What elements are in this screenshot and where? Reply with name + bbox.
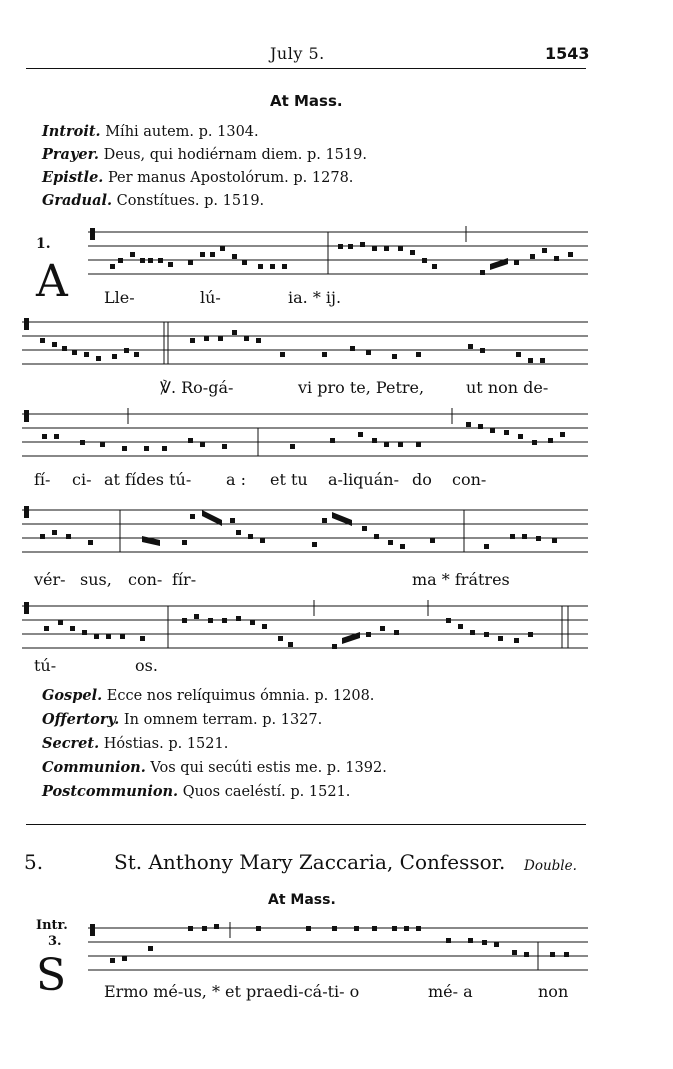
proper-epistle: Epistle. Per manus Apostolórum. p. 1278. bbox=[42, 169, 354, 186]
introit-label: Intr. bbox=[36, 918, 68, 933]
feast-name: St. Anthony Mary Zaccaria, Confessor. bbox=[114, 850, 506, 874]
page-number: 1543 bbox=[545, 44, 590, 63]
lyric: fí- bbox=[34, 470, 51, 489]
proper-secret: Secret. Hóstias. p. 1521. bbox=[42, 735, 229, 752]
lyric: non bbox=[538, 982, 569, 1001]
lyric: Lle- bbox=[104, 288, 135, 307]
lyric: ma * frátres bbox=[412, 570, 510, 589]
lyric: et tu bbox=[270, 470, 308, 489]
lyric: con- bbox=[452, 470, 487, 489]
introit-mode: 3. bbox=[48, 934, 62, 949]
chant-staff-4 bbox=[22, 500, 588, 556]
lyric: sus, bbox=[80, 570, 112, 589]
lyric: os. bbox=[135, 656, 158, 675]
proper-postcommunion: Postcommunion. Quos caeléstí. p. 1521. bbox=[42, 783, 351, 800]
lyric: ci- bbox=[72, 470, 92, 489]
section-title-at-mass: At Mass. bbox=[270, 92, 343, 110]
lyric: at fídes tú- bbox=[104, 470, 192, 489]
chant-staff-3 bbox=[22, 404, 588, 460]
proper-introit: Introit. Míhi autem. p. 1304. bbox=[42, 123, 259, 140]
lyric: ut non de- bbox=[466, 378, 549, 397]
chant-staff-1 bbox=[88, 222, 588, 282]
lyric: ia. * ij. bbox=[288, 288, 342, 307]
running-header-date: July 5. bbox=[270, 44, 325, 63]
section-rule bbox=[26, 824, 586, 825]
initial-letter-a: A bbox=[36, 256, 68, 307]
lyric: vi pro te, Petre, bbox=[298, 378, 425, 397]
section-title-at-mass-2: At Mass. bbox=[268, 892, 336, 908]
lyric: lú- bbox=[200, 288, 221, 307]
lyric: a : bbox=[226, 470, 247, 489]
lyric: do bbox=[412, 470, 432, 489]
feast-day: 5. bbox=[24, 850, 44, 874]
lyric: Ermo mé-us, * et praedi-cá-ti- o bbox=[104, 982, 360, 1001]
lyric: con- bbox=[128, 570, 163, 589]
proper-communion: Communion. Vos qui secúti estis me. p. 1392. bbox=[42, 759, 387, 776]
proper-gradual: Gradual. Constítues. p. 1519. bbox=[42, 192, 265, 209]
initial-letter-s: S bbox=[36, 950, 67, 1001]
header-rule bbox=[26, 68, 586, 69]
lyric: fír- bbox=[172, 570, 197, 589]
lyric: mé- a bbox=[428, 982, 473, 1001]
chant-staff-6 bbox=[88, 918, 588, 974]
chant-number: 1. bbox=[36, 236, 51, 252]
proper-gospel: Gospel. Ecce nos relíquimus ómnia. p. 1208. bbox=[42, 687, 375, 704]
chant-staff-5 bbox=[22, 596, 588, 656]
lyric: a-liquán- bbox=[328, 470, 399, 489]
proper-offertory: Offertory. In omnem terram. p. 1327. bbox=[42, 711, 323, 728]
lyric: ℣. Ro-gá- bbox=[160, 378, 234, 397]
lyric: vér- bbox=[34, 570, 66, 589]
chant-staff-2 bbox=[22, 312, 588, 368]
proper-prayer: Prayer. Deus, qui hodiérnam diem. p. 1519. bbox=[42, 146, 367, 163]
feast-rank: Double. bbox=[524, 858, 577, 874]
lyric: tú- bbox=[34, 656, 57, 675]
